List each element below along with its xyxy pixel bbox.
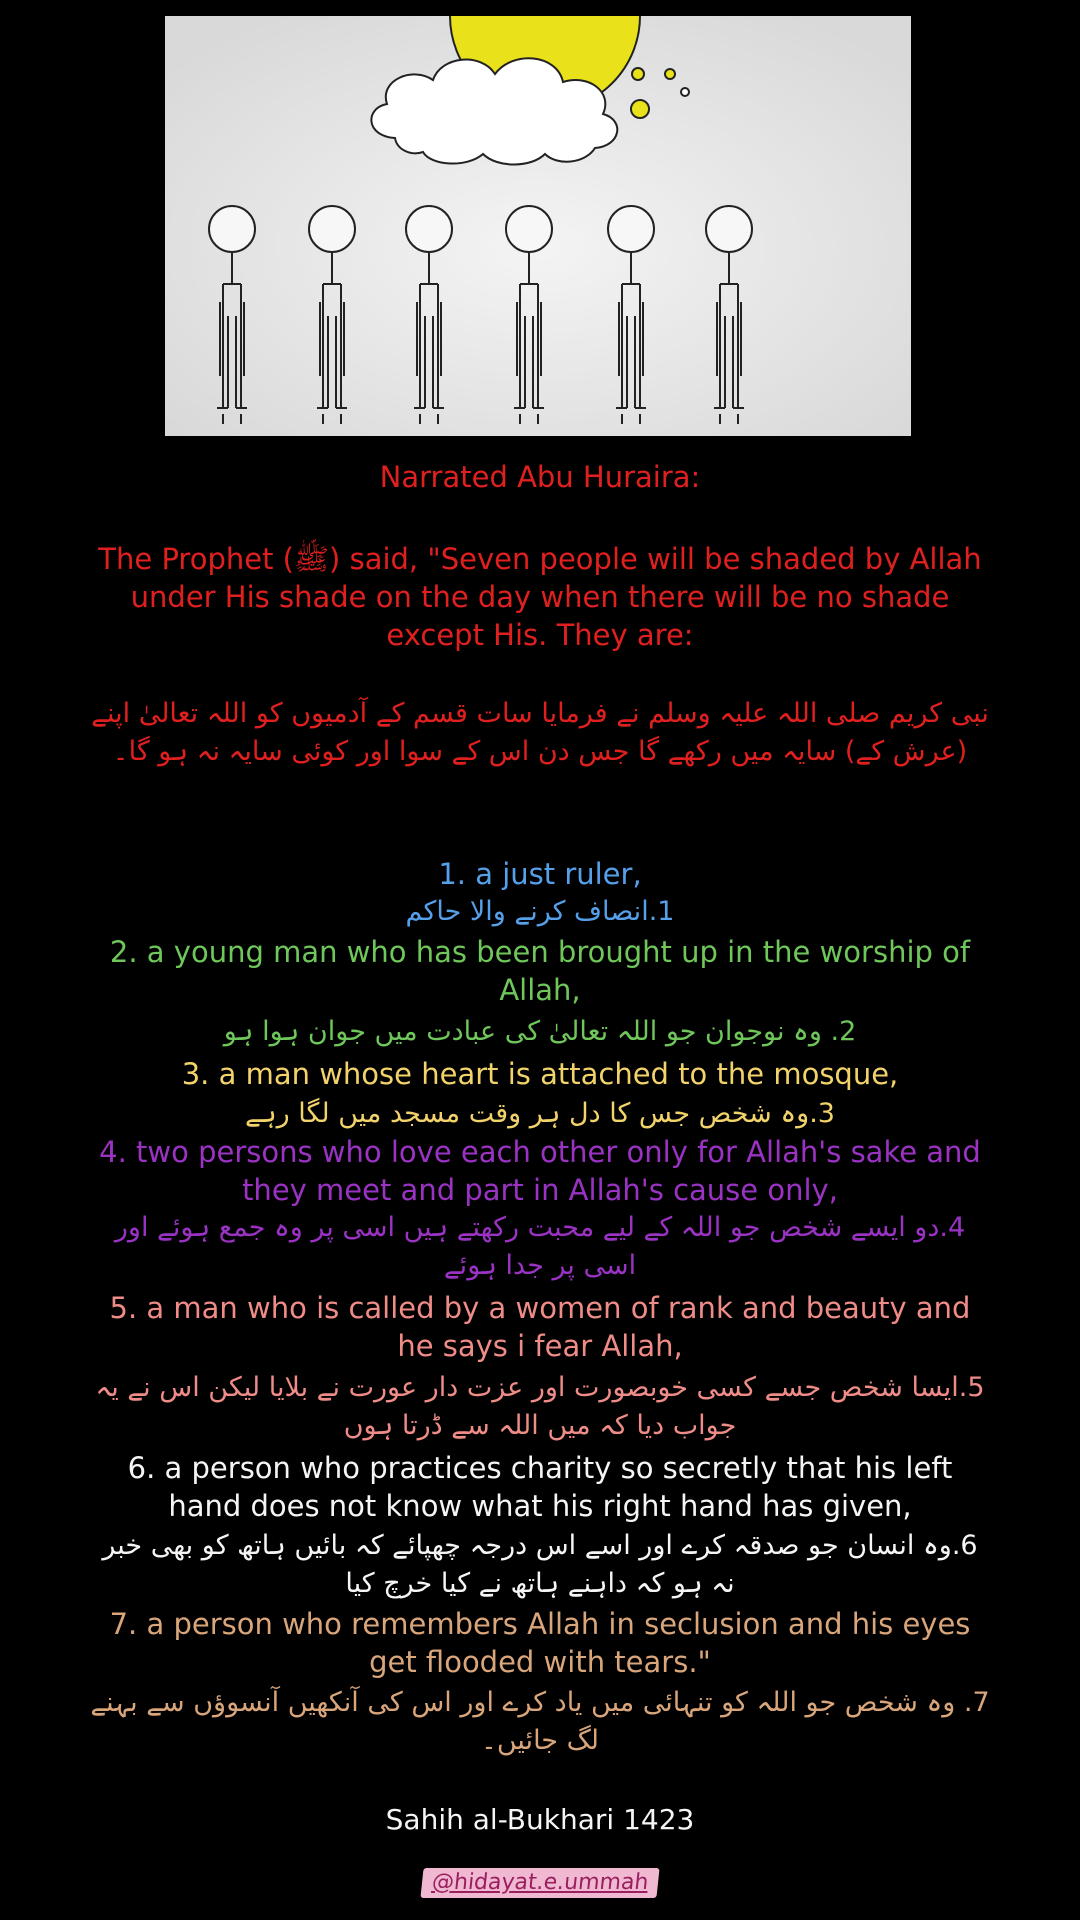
item-6-english: 6. a person who practices charity so secretly that his left hand does not know what his right hand has given,	[127, 1451, 953, 1523]
seven-under-shade-illustration	[165, 16, 911, 436]
item-5-urdu: 5.ایسا شخص جسے کسی خوبصورت اور عزت دار عورت نے بلایا لیکن اس نے یہ جواب دیا کہ میں اللہ سے ڈرتا ہوں	[95, 1372, 985, 1441]
item-7-urdu: 7. وہ شخص جو اللہ کو تنہائی میں یاد کرے اور اس کی آنکھیں آنسوؤں سے بہنے لگ جائیں۔	[90, 1687, 990, 1756]
handle-container	[0, 1868, 1080, 1898]
item-2-urdu: 2. وہ نوجوان جو اللہ تعالیٰ کی عبادت میں جوان ہوا ہو	[223, 1016, 857, 1047]
item-7-english: 7. a person who remembers Allah in seclusion and his eyes get flooded with tears."	[109, 1607, 971, 1679]
sun-bubble	[681, 88, 689, 96]
item-2-english: 2. a young man who has been brought up in the worship of Allah,	[109, 935, 971, 1007]
item-5-english: 5. a man who is called by a women of rank and beauty and he says i fear Allah,	[109, 1291, 971, 1363]
illustration-svg	[165, 16, 911, 436]
sun-bubble	[631, 100, 649, 118]
item-1-urdu: 1.انصاف کرنے والا حاکم	[405, 896, 675, 927]
account-handle[interactable]: @hidayat.e.ummah	[420, 1868, 660, 1898]
item-6-urdu: 6.وہ انسان جو صدقہ کرے اور اسے اس درجہ چھپائے کہ بائیں ہاتھ کو بھی خبر نہ ہو کہ داہنے ہاتھ نے کیا خرچ کیا	[102, 1530, 978, 1599]
hadith-intro-english: The Prophet (ﷺ) said, "Seven people will be shaded by Allah under His shade on the day when there will be no shade except His. They are:	[98, 542, 982, 652]
item-4-urdu: 4.دو ایسے شخص جو اللہ کے لیے محبت رکھتے ہیں اسی پر وہ جمع ہوئے اور اسی پر جدا ہوئے	[114, 1212, 966, 1281]
item-3-urdu: 3.وہ شخص جس کا دل ہر وقت مسجد میں لگا رہے	[245, 1098, 835, 1129]
sun-bubble	[665, 69, 675, 79]
item-4-english: 4. two persons who love each other only for Allah's sake and they meet and part in Allah's cause only,	[99, 1135, 981, 1207]
hadith-source: Sahih al-Bukhari 1423	[385, 1803, 695, 1836]
sun-bubble	[632, 68, 644, 80]
hadith-intro-urdu: نبی کریم صلی اللہ علیہ وسلم نے فرمایا سات قسم کے آدمیوں کو اللہ تعالیٰ اپنے (عرش کے) سایہ میں رکھے گا جس دن اس کے سوا اور کوئی سایہ نہ ہو گا۔	[91, 698, 989, 767]
item-3-english: 3. a man whose heart is attached to the mosque,	[181, 1057, 899, 1091]
narrator-line: Narrated Abu Huraira:	[379, 460, 701, 494]
item-1-english: 1. a just ruler,	[438, 857, 642, 891]
